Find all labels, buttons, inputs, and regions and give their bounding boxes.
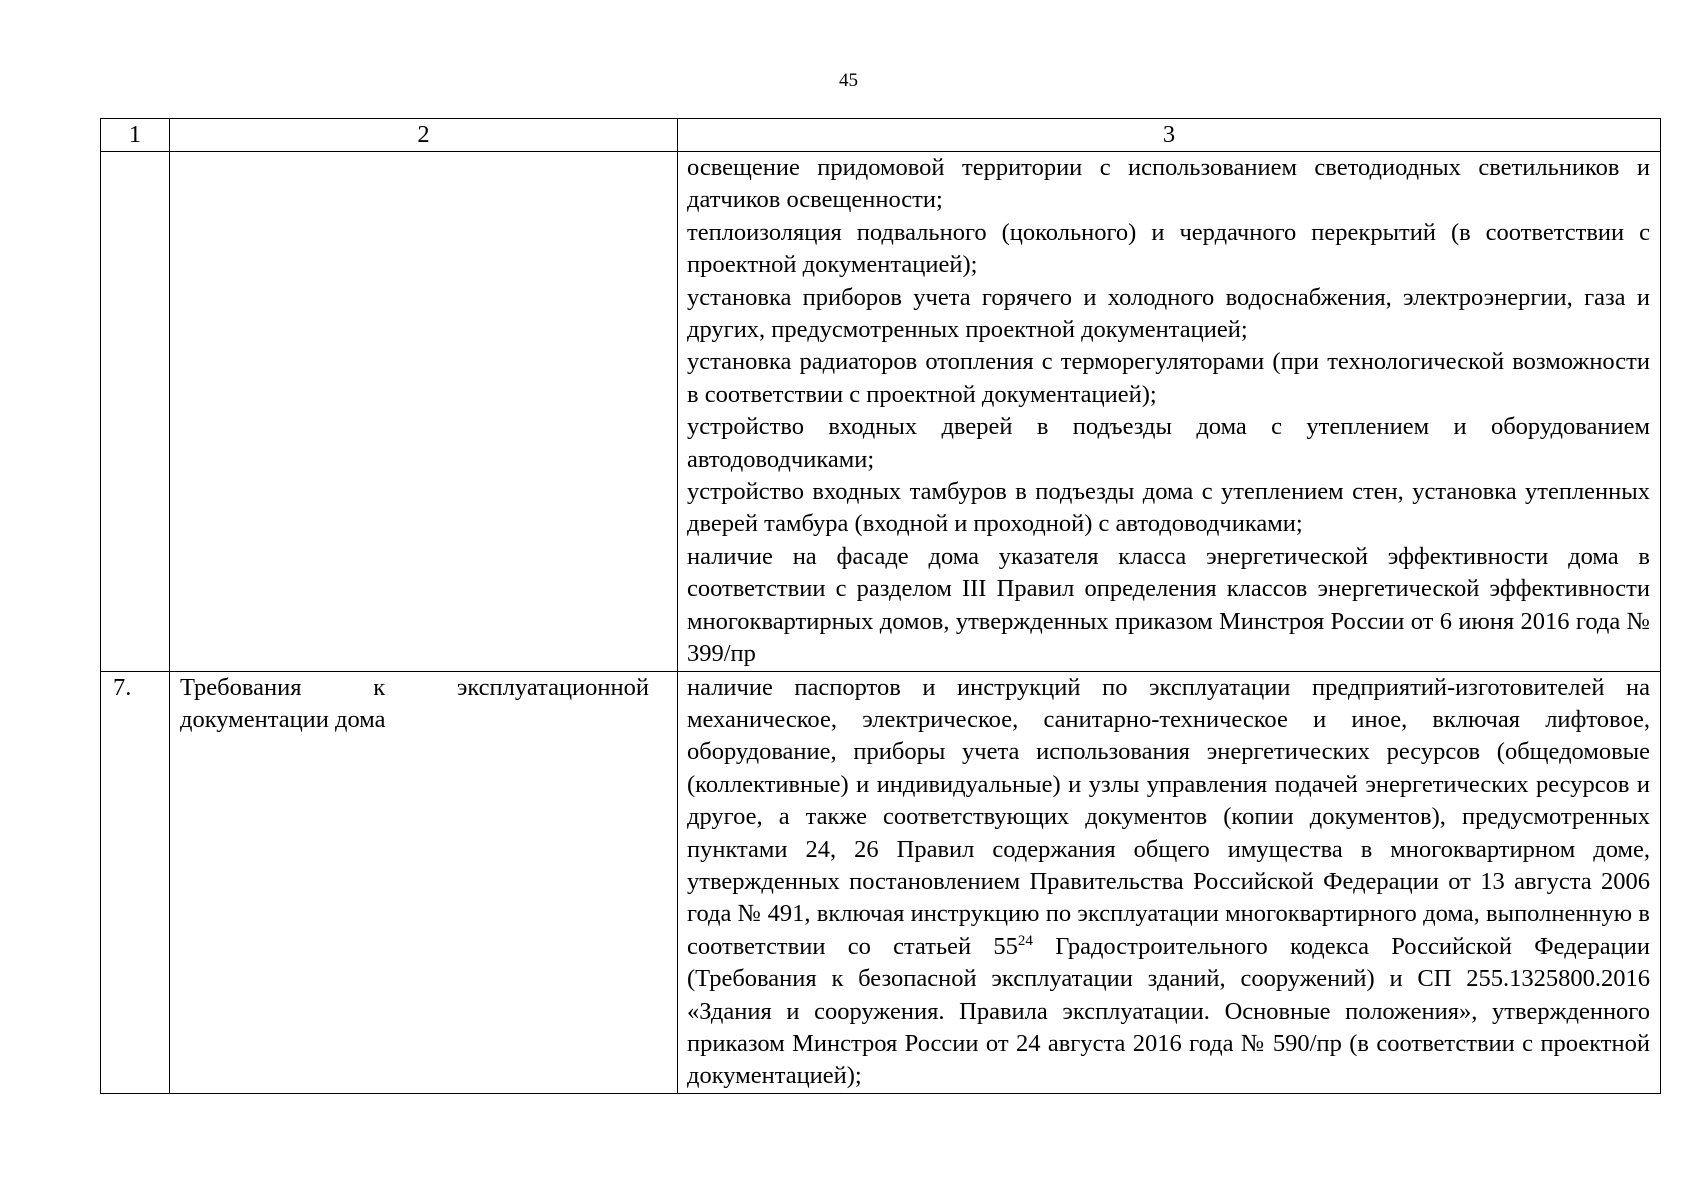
header-col-1: 1 [101, 119, 170, 152]
requirement-name-cell [170, 671, 678, 1093]
description-text-part: Градостроительного кодекса Российской Федерации (Требования к безопасной эксплуатации зданий, сооружений) и СП 255.1325800.2016 «Здания и сооружения. Правила эксплуатации. Основные положения», утвержденного приказом Минстроя России от 24 августа 2016 года № 590/пр (в соответствии с проектной документацией); [687, 932, 1650, 1090]
requirement-name-text: Требования к эксплуатационной документации дома [180, 673, 649, 733]
requirement-name-cell [170, 152, 678, 672]
description-text-part: наличие паспортов и инструкций по эксплуатации предприятий-изготовителей на механическое, электрическое, санитарно-техническое и иное, включая лифтовое, оборудование, приборы учета использования энергетических ресурсов (общедомовые (коллективные) и индивидуальные) и узлы управления подачей энергетических ресурсов и другое, а также соответствующих документов (копии документов), предусмотренных пунктами 24, 26 Правил содержания общего имущества в многоквартирном доме, утвержденных постановлением Правительства Российской Федерации от 13 августа 2006 года № 491, включая инструкцию по эксплуатации многоквартирного дома, выполненную в соответствии со статьей 55 [687, 673, 1650, 960]
requirement-description-cell [678, 152, 1661, 672]
row-number-cell: 7. [101, 671, 170, 1093]
table-row-7 [101, 671, 1661, 1093]
page-number: 45 [839, 70, 858, 91]
description-paragraph: установка радиаторов отопления с терморегуляторами (при технологической возможности в соответствии с проектной документацией); [687, 348, 1650, 408]
requirements-table [100, 118, 1661, 1094]
table-row-continued [101, 152, 1661, 672]
description-paragraph: устройство входных тамбуров в подъезды дома с утеплением стен, установка утепленных дверей тамбура (входной и проходной) с автодоводчиками; [687, 478, 1650, 538]
description-paragraph [687, 672, 1650, 1093]
description-paragraph: освещение придомовой территории с использованием светодиодных светильников и датчиков освещенности; [687, 154, 1650, 214]
description-paragraph: установка приборов учета горячего и холодного водоснабжения, электроэнергии, газа и других, предусмотренных проектной документацией; [687, 283, 1650, 344]
description-paragraph: наличие на фасаде дома указателя класса энергетической эффективности дома в соответствии с разделом III Правил определения классов энергетической эффективности многоквартирных домов, утвержденных приказом Минстроя России от 6 июня 2016 года № 399/пр [687, 542, 1650, 668]
article-superscript: 24 [1017, 932, 1033, 949]
table-header-row [101, 119, 1661, 152]
description-paragraph: теплоизоляция подвального (цокольного) и чердачного перекрытий (в соответствии с проектной документацией); [687, 218, 1650, 279]
header-col-3: 3 [678, 119, 1661, 152]
requirement-description-cell [678, 671, 1661, 1093]
description-paragraph: устройство входных дверей в подъезды дома с утеплением и оборудованием автодоводчиками; [687, 413, 1650, 473]
row-number-cell [101, 152, 170, 672]
header-col-2: 2 [170, 119, 678, 152]
